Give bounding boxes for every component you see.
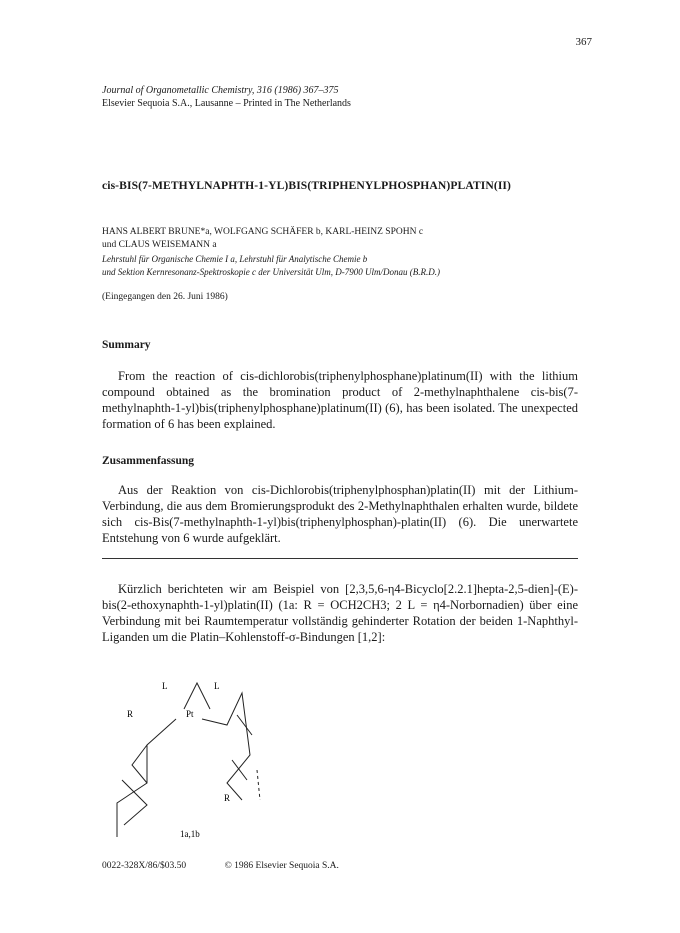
label-l-right: L	[214, 681, 220, 691]
affiliation-line-2: und Sektion Kernresonanz-Spektroskopie c der Universität Ulm, D-7900 Ulm/Donau (B.R.D.)	[102, 266, 441, 277]
chemical-structure	[102, 675, 302, 845]
compound-label: 1a,1b	[180, 829, 200, 839]
journal-publisher: Elsevier Sequoia S.A., Lausanne – Printed in The Netherlands	[102, 98, 351, 109]
author-line-1: HANS ALBERT BRUNE*a, WOLFGANG SCHÄFER b, KARL-HEINZ SPOHN c	[102, 227, 424, 237]
author-line-2: und CLAUS WEISEMANN a	[102, 239, 217, 250]
journal-header	[102, 84, 351, 110]
summary-text: From the reaction of cis-dichlorobis(triphenylphosphane)platinum(II) with the lithium compound obtained as the bromination product of 2-methylnaphthalene cis-bis(7-methylnaphth-1-yl)bis(triphenylphosphane)platinum(II) (6), has been isolated. The unexpected formation of 6 has been explained.	[102, 369, 578, 431]
page-number: 367	[575, 36, 592, 48]
received-date: (Eingegangen den 26. Juni 1986)	[102, 292, 228, 302]
label-r-left: R	[127, 709, 134, 719]
page-footer	[102, 861, 375, 871]
journal-citation: Journal of Organometallic Chemistry, 316 (1986) 367–375	[102, 85, 339, 96]
left-naphthyl	[117, 719, 176, 837]
section-divider	[102, 558, 578, 559]
label-l-left: L	[162, 681, 168, 691]
affiliations	[102, 253, 440, 278]
label-pt: Pt	[186, 709, 194, 719]
zusammenfassung-heading: Zusammenfassung	[102, 455, 195, 467]
affiliation-line-1: Lehrstuhl für Organische Chemie I a, Lehrstuhl für Analytische Chemie b	[102, 254, 368, 264]
body-paragraph: Kürzlich berichteten wir am Beispiel von [2,3,5,6-η4-Bicyclo[2.2.1]hepta-2,5-dien]-(E)-bis(2-ethoxynaphth-1-yl)platin(II) (1a: R = OCH2CH3; 2 L = η4-Norbornadien) über eine Verbindung mit bei Raumtemperatur vollständig gehinderter Rotation der beiden 1-Naphthyl-Liganden um die Platin–Kohlenstoff-σ-Bindungen [1,2]:	[102, 582, 578, 644]
wedge-bonds	[117, 770, 260, 837]
summary-heading: Summary	[102, 339, 151, 351]
footer-copyright: © 1986 Elsevier Sequoia S.A.	[224, 861, 339, 871]
right-naphthyl	[202, 693, 250, 800]
article-title: cis-BIS(7-METHYLNAPHTH-1-YL)BIS(TRIPHENYLPHOSPHAN)PLATIN(II)	[102, 179, 512, 192]
ligand-bonds	[184, 683, 210, 709]
footer-code: 0022-328X/86/$03.50	[102, 861, 187, 871]
label-r-right: R	[224, 793, 231, 803]
author-list	[102, 226, 423, 251]
zusammenfassung-text: Aus der Reaktion von cis-Dichlorobis(triphenylphosphan)platin(II) mit der Lithium-Verbindung, die aus dem Bromierungsprodukt des 2-Methylnaphthalen erhalten wurde, bildete sich cis-Bis(7-methylnaphth-1-yl)bis(triphenylphosphan)-platin(II) (6). Die unerwartete Entstehung von 6 wurde aufgeklärt.	[102, 483, 578, 545]
